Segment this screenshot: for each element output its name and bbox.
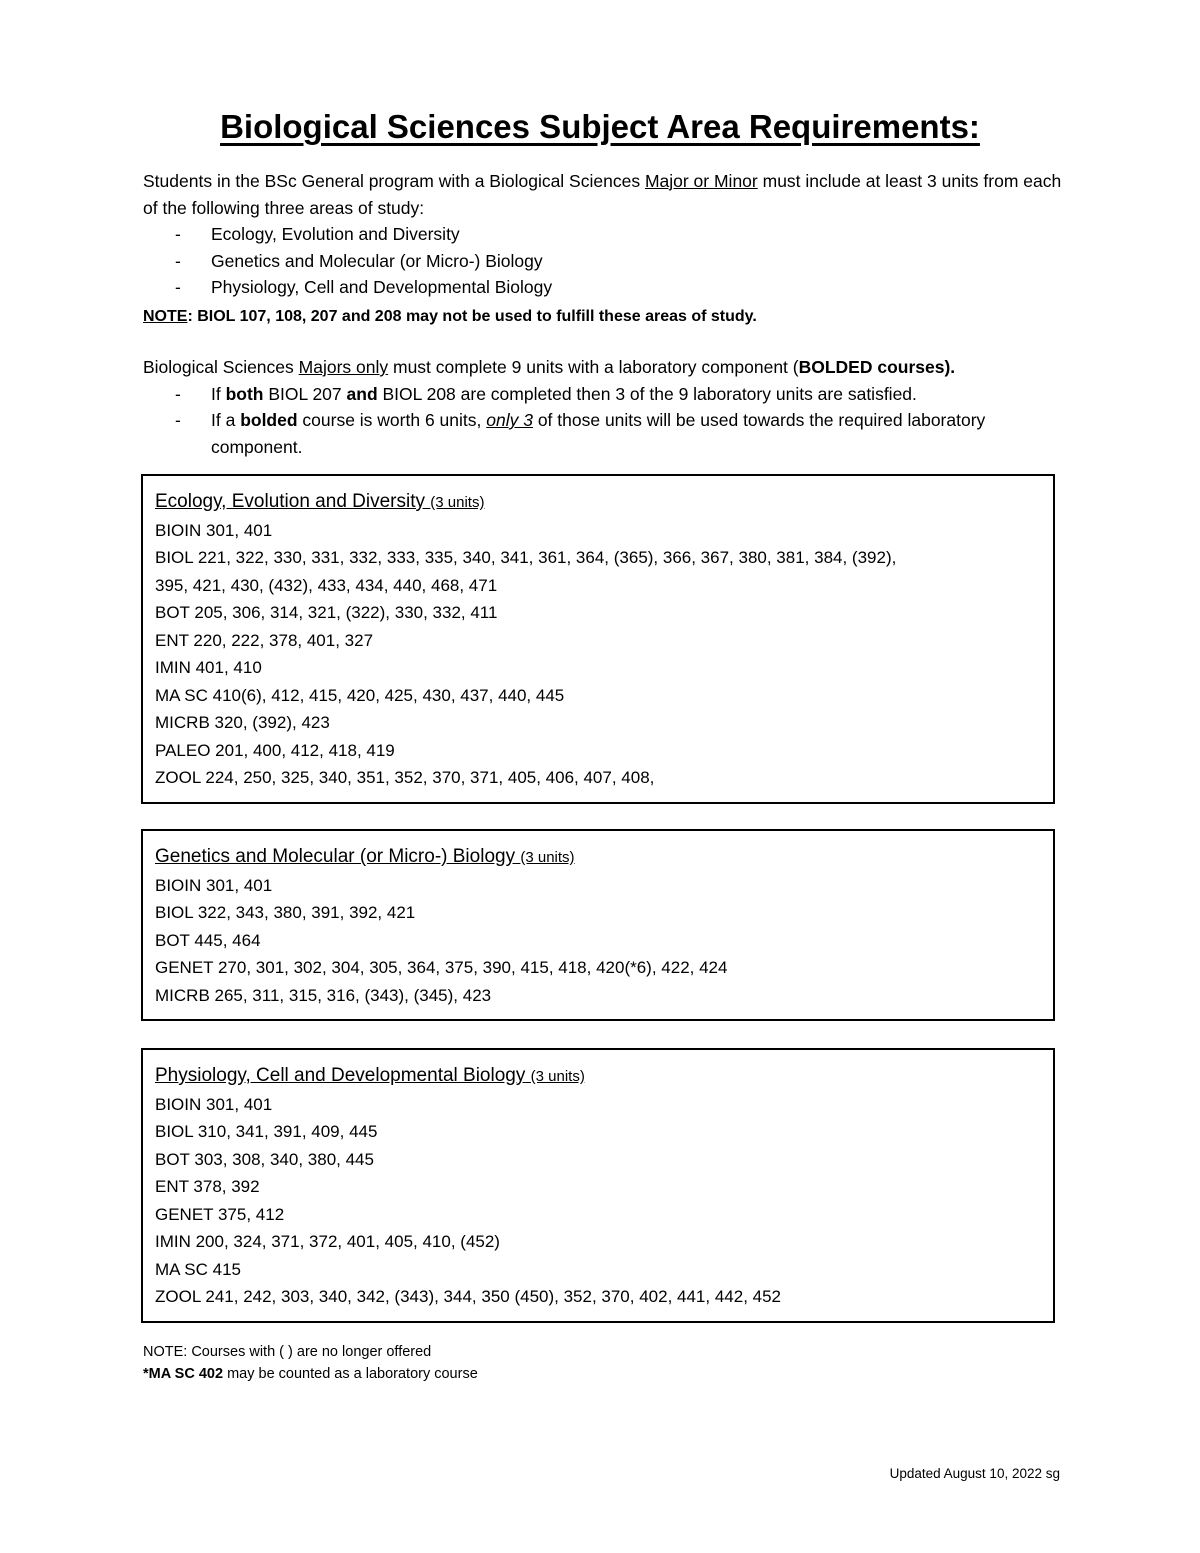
area-item: - Physiology, Cell and Developmental Biology bbox=[143, 274, 1073, 301]
box-title: Ecology, Evolution and Diversity (3 units) bbox=[155, 491, 485, 512]
major-minor-text: Major or Minor bbox=[644, 171, 758, 191]
updated-date: Updated August 10, 2022 sg bbox=[889, 1466, 1060, 1481]
course-line: PALEO 201, 400, 412, 418, 419 bbox=[155, 740, 395, 760]
footnote-lab: *MA SC 402 may be counted as a laboratory course bbox=[143, 1366, 478, 1382]
course-line: BIOIN 301, 401 bbox=[155, 1094, 273, 1114]
course-line: MA SC 415 bbox=[155, 1259, 241, 1279]
lab-text-mid: must complete 9 units with a laboratory component ( bbox=[388, 357, 799, 377]
bolded-text: BOLDED bbox=[798, 357, 873, 377]
note-label: NOTE bbox=[143, 307, 188, 325]
course-line: BIOIN 301, 401 bbox=[155, 520, 273, 540]
box-title: Physiology, Cell and Developmental Biology (3 units) bbox=[155, 1065, 585, 1086]
areas-list bbox=[143, 221, 1073, 301]
lab-paragraph bbox=[143, 354, 1073, 381]
intro-text-end: must include at least 3 units from each of the following three areas of study: bbox=[143, 171, 1062, 218]
lab-list bbox=[143, 381, 1073, 461]
intro-text: Students in the BSc General program with a Biological Sciences bbox=[143, 171, 645, 191]
page-title: Biological Sciences Subject Area Requirements: bbox=[220, 108, 980, 145]
course-line: IMIN 200, 324, 371, 372, 401, 405, 410, (452) bbox=[155, 1232, 500, 1251]
course-line: 395, 421, 430, (432), 433, 434, 440, 468, 471 bbox=[155, 575, 498, 595]
course-line: BIOL 322, 343, 380, 391, 392, 421 bbox=[155, 903, 416, 922]
box-title: Genetics and Molecular (or Micro-) Biology (3 units) bbox=[155, 846, 575, 867]
course-line: GENET 270, 301, 302, 304, 305, 364, 375, 390, 415, 418, 420(*6), 422, 424 bbox=[155, 958, 728, 977]
course-line: BIOL 310, 341, 391, 409, 445 bbox=[155, 1122, 378, 1141]
ecology-box bbox=[141, 474, 1055, 804]
lab-text: Biological Sciences bbox=[143, 357, 299, 377]
course-line: BIOIN 301, 401 bbox=[155, 875, 273, 895]
course-line: MA SC 410(6), 412, 415, 420, 425, 430, 437, 440, 445 bbox=[155, 685, 565, 705]
lab-bullet: - If both BIOL 207 and BIOL 208 are completed then 3 of the 9 laboratory units are satisfied. bbox=[143, 381, 1073, 408]
course-line: BOT 205, 306, 314, 321, (322), 330, 332, 411 bbox=[155, 603, 498, 622]
course-line: ENT 220, 222, 378, 401, 327 bbox=[155, 630, 374, 650]
intro-section bbox=[143, 168, 1073, 460]
course-line: MICRB 320, (392), 423 bbox=[155, 713, 330, 732]
course-line: MICRB 265, 311, 315, 316, (343), (345), 423 bbox=[155, 985, 492, 1005]
physiology-box bbox=[141, 1048, 1055, 1323]
lab-text-end: courses). bbox=[872, 357, 956, 377]
course-line: BIOL 221, 322, 330, 331, 332, 333, 335, 340, 341, 361, 364, (365), 366, 367, 380, 381, 384, (392), bbox=[155, 548, 897, 567]
area-item: - Genetics and Molecular (or Micro-) Biology bbox=[143, 248, 1073, 275]
majors-only-text: Majors only bbox=[298, 357, 389, 377]
area-item: - Ecology, Evolution and Diversity bbox=[143, 221, 1073, 248]
genetics-box bbox=[141, 829, 1055, 1021]
course-line: IMIN 401, 410 bbox=[155, 658, 262, 677]
footnotes bbox=[143, 1341, 478, 1385]
note-text: : BIOL 107, 108, 207 and 208 may not be used to fulfill these areas of study. bbox=[187, 307, 757, 325]
footnote-offered: NOTE: Courses with ( ) are no longer offered bbox=[143, 1344, 432, 1360]
course-line: GENET 375, 412 bbox=[155, 1204, 285, 1224]
course-line: BOT 303, 308, 340, 380, 445 bbox=[155, 1149, 374, 1169]
course-line: ZOOL 224, 250, 325, 340, 351, 352, 370, 371, 405, 406, 407, 408, bbox=[155, 768, 655, 787]
intro-paragraph bbox=[143, 168, 1073, 221]
course-line: ENT 378, 392 bbox=[155, 1177, 260, 1196]
course-line: BOT 445, 464 bbox=[155, 930, 261, 950]
note-line bbox=[143, 304, 1073, 331]
course-line: ZOOL 241, 242, 303, 340, 342, (343), 344, 350 (450), 352, 370, 402, 441, 442, 452 bbox=[155, 1287, 782, 1306]
lab-bullet: - If a bolded course is worth 6 units, only 3 of those units will be used towards the required laboratory component. bbox=[143, 407, 1073, 460]
